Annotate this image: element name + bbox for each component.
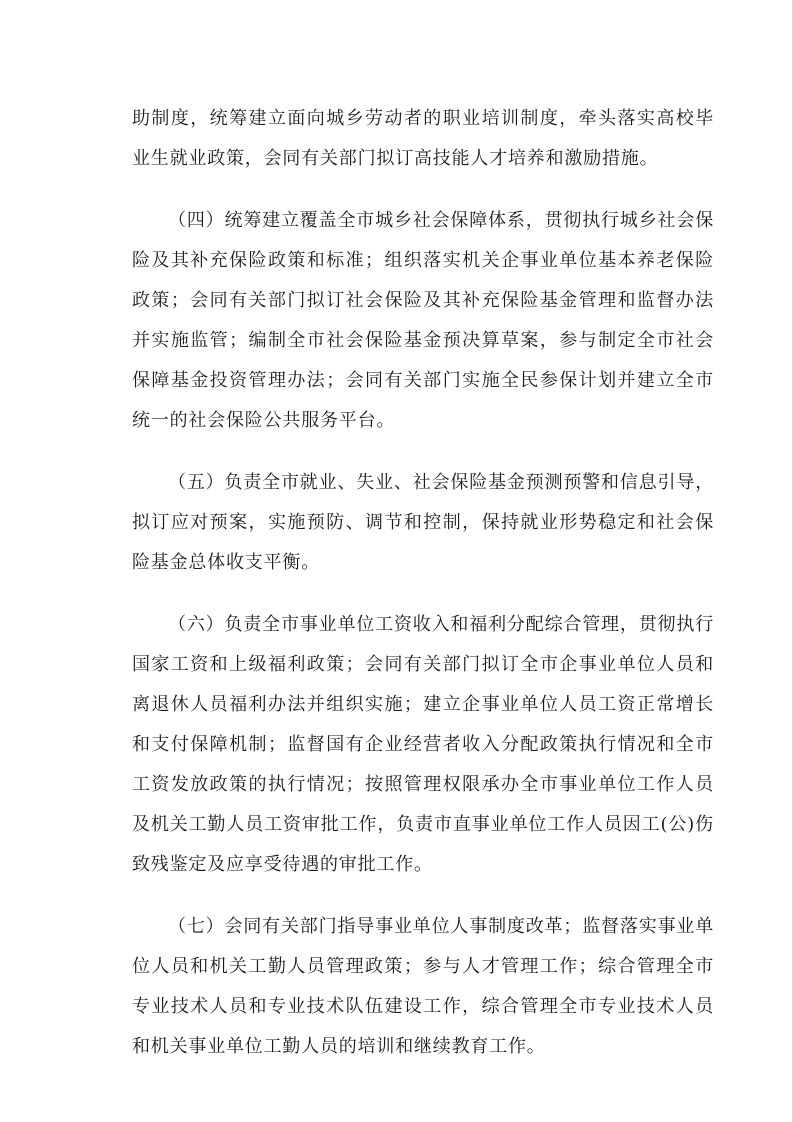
paragraph-item-7: （七）会同有关部门指导事业单位人事制度改革；监督落实事业单位人员和机关工勤人员管理政策；参与人才管理工作；综合管理全市专业技术人员和专业技术队伍建设工作，综合管理全市专业技术人员和机关事业单位工勤人员的培训和继续教育工作。 <box>132 916 714 1057</box>
paragraph-item-6: （六）负责全市事业单位工资收入和福利分配综合管理，贯彻执行国家工资和上级福利政策；会同有关部门拟订全市企事业单位人员和离退休人员福利办法并组织实施；建立企事业单位人员工资正常增长和支付保障机制；监督国有企业经营者收入分配政策执行情况和全市工资发放政策的执行情况；按照管理权限承办全市事业单位工作人员及机关工勤人员工资审批工作，负责市直事业单位工作人员因工(公)伤致残鉴定及应享受待遇的审批工作。 <box>132 614 714 875</box>
paragraph-continuation: 助制度，统筹建立面向城乡劳动者的职业培训制度，牵头落实高校毕业生就业政策，会同有关部门拟订高技能人才培养和激励措施。 <box>132 108 714 169</box>
document-body <box>132 99 714 1089</box>
paragraph-item-4: （四）统筹建立覆盖全市城乡社会保障体系，贯彻执行城乡社会保险及其补充保险政策和标准；组织落实机关企事业单位基本养老保险政策；会同有关部门拟订社会保险及其补充保险基金管理和监督办法并实施监管；编制全市社会保险基金预决算草案，参与制定全市社会保障基金投资管理办法；会同有关部门实施全民参保计划并建立全市统一的社会保险公共服务平台。 <box>132 210 714 431</box>
paragraph-item-5: （五）负责全市就业、失业、社会保险基金预测预警和信息引导，拟订应对预案，实施预防、调节和控制，保持就业形势稳定和社会保险基金总体收支平衡。 <box>132 472 714 573</box>
